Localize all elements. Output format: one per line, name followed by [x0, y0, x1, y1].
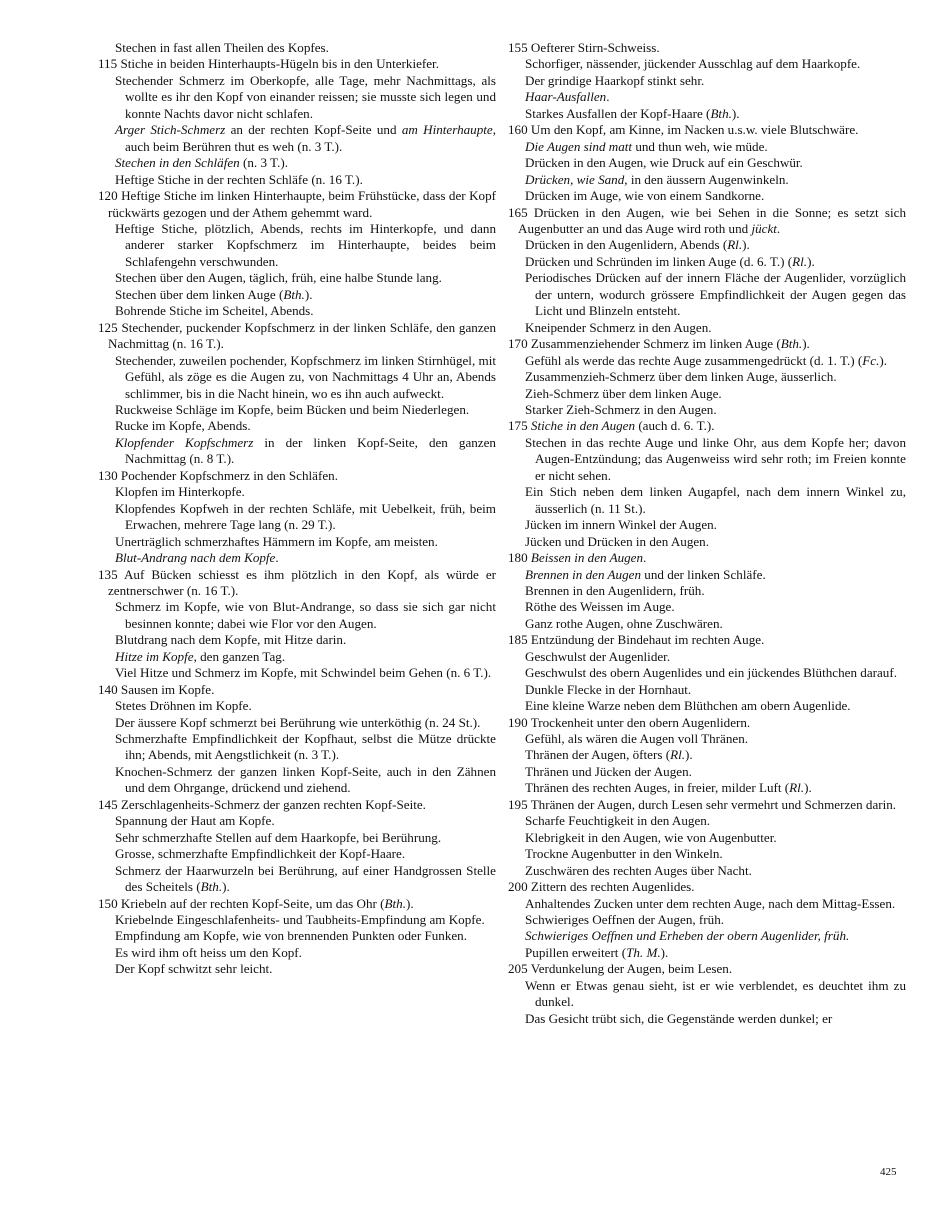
- entry-number: 140: [98, 681, 118, 697]
- entry-text: Thränen des rechten Auges, in freier, milder Luft (: [525, 780, 790, 796]
- entry-text: Das Gesicht trübt sich, die Gegenstände werden dunkel; er: [525, 1010, 833, 1026]
- entry-text: Stetes Dröhnen im Kopfe.: [115, 698, 252, 714]
- symptom-entry: [518, 928, 906, 944]
- symptom-entry: [518, 237, 906, 253]
- entry-text: Stechen in fast allen Theilen des Kopfes.: [115, 40, 329, 55]
- entry-text: Thränen und Jücken der Augen.: [525, 763, 692, 779]
- entry-text: Verdunkelung der Augen, beim Lesen.: [530, 961, 733, 977]
- entry-text: Drücken in den Augenlidern, Abends (: [525, 237, 728, 253]
- entry-text: ).: [804, 780, 812, 796]
- symptom-entry: [108, 550, 496, 566]
- entry-text: Stechen über dem linken Auge (: [115, 286, 284, 302]
- symptom-entry: [518, 863, 906, 879]
- symptom-entry: [518, 534, 906, 550]
- symptom-entry: [508, 40, 906, 56]
- entry-text: Sausen im Kopfe.: [120, 681, 215, 697]
- symptom-entry: [108, 928, 496, 944]
- symptom-entry: [518, 89, 906, 105]
- entry-text: Grosse, schmerzhafte Empfindlichkeit der Kopf-Haare.: [115, 846, 406, 862]
- entry-text: Ruckweise Schläge im Kopfe, beim Bücken und beim Niederlegen.: [115, 401, 470, 417]
- entry-text: Kriebelnde Eingeschlafenheits- und Taubheits-Empfindung am Kopfe.: [115, 912, 485, 928]
- entry-text: Jücken und Drücken in den Augen.: [525, 533, 709, 549]
- symptom-entry: [108, 435, 496, 468]
- symptom-entry: [518, 56, 906, 72]
- entry-text: Heftige Stiche in der rechten Schläfe (n. 16 T.).: [115, 171, 363, 187]
- entry-text: Bth.: [710, 105, 732, 121]
- entry-number: 165: [508, 204, 528, 220]
- symptom-entry: [108, 698, 496, 714]
- symptom-entry: [108, 534, 496, 550]
- symptom-entry: [508, 122, 906, 138]
- symptom-entry: [108, 846, 496, 862]
- symptom-entry: [108, 830, 496, 846]
- entry-text: Der grindige Haarkopf stinkt sehr.: [525, 72, 705, 88]
- entry-number: 115: [98, 56, 118, 72]
- entry-text: Der Kopf schwitzt sehr leicht.: [115, 961, 273, 977]
- entry-text: Hitze im Kopfe: [115, 648, 194, 664]
- entry-number: 200: [508, 879, 528, 895]
- entry-text: Oefterer Stirn-Schweiss.: [530, 40, 660, 55]
- symptom-entry: [518, 698, 906, 714]
- symptom-entry: [518, 649, 906, 665]
- entry-text: Um den Kopf, am Kinne, im Nacken u.s.w. viele Blutschwäre.: [530, 122, 859, 138]
- entry-text: Viel Hitze und Schmerz im Kopfe, mit Schwindel beim Gehen (n. 6 T.).: [115, 665, 492, 681]
- entry-text: Th. M.: [626, 944, 661, 960]
- entry-text: Blutdrang nach dem Kopfe, mit Hitze darin.: [115, 632, 347, 648]
- entry-text: Brennen in den Augen: [525, 566, 641, 582]
- entry-number: 120: [98, 188, 118, 204]
- entry-text: Starker Zieh-Schmerz in den Augen.: [525, 401, 717, 417]
- entry-text: Zerschlagenheits-Schmerz der ganzen rechten Kopf-Seite.: [120, 796, 426, 812]
- symptom-entry: [98, 796, 496, 813]
- entry-text: Drücken in den Augen, wie bei Sehen in die Sonne; es setzt sich Augenbutter an und das Auge wird roth und: [518, 204, 907, 236]
- symptom-entry: [518, 517, 906, 533]
- symptom-entry: [108, 418, 496, 434]
- entry-text: Röthe des Weissen im Auge.: [525, 599, 675, 615]
- symptom-entry: [108, 813, 496, 829]
- symptom-entry: [518, 369, 906, 385]
- entry-text: Gefühl als werde das rechte Auge zusammengedrückt (d. 1. T.) (: [525, 352, 863, 368]
- symptom-entry: [508, 336, 906, 352]
- symptom-entry: [518, 402, 906, 418]
- entry-text: Ein Stich neben dem linken Augapfel, nach dem innern Winkel zu, äusserlich (n. 11 St.).: [525, 484, 906, 516]
- symptom-entry: [98, 681, 496, 698]
- entry-text: Heftige Stiche, plötzlich, Abends, rechts im Hinterkopfe, und dann anderer starker Kopfschmerz im Hinterhaupte, beides beim Schlafengehn verschwunden.: [115, 220, 496, 269]
- symptom-entry: [108, 501, 496, 534]
- entry-text: Kriebeln auf der rechten Kopf-Seite, um das Ohr (: [120, 895, 385, 911]
- symptom-entry: [518, 106, 906, 122]
- entry-text: Dunkle Flecke in der Hornhaut.: [525, 681, 692, 697]
- symptom-entry: [508, 961, 906, 977]
- entry-text: Geschwulst des obern Augenlides und ein jückendes Blüthchen darauf.: [525, 665, 897, 681]
- entry-text: Klopfendes Kopfweh in der rechten Schläfe, mit Uebelkeit, früh, beim Erwachen, mehrere Tage lang (n. 29 T.).: [115, 500, 496, 533]
- entry-text: Rucke im Kopfe, Abends.: [115, 418, 251, 434]
- symptom-entry: [518, 780, 906, 796]
- symptom-entry: [518, 682, 906, 698]
- symptom-entry: [108, 665, 496, 681]
- symptom-entry: [108, 912, 496, 928]
- symptom-entry: [518, 813, 906, 829]
- entry-text: Drücken im Auge, wie von einem Sandkorne.: [525, 188, 765, 204]
- symptom-entry: [108, 715, 496, 731]
- entry-text: Thränen der Augen, öfters (: [525, 747, 671, 763]
- entry-text: Heftige Stiche im linken Hinterhaupte, beim Frühstücke, dass der Kopf rückwärts gezogen und der Athem gehemmt ward.: [108, 188, 496, 220]
- symptom-entry: [518, 484, 906, 517]
- entry-text: Kneipender Schmerz in den Augen.: [525, 319, 712, 335]
- entry-text: Knochen-Schmerz der ganzen linken Kopf-Seite, auch in den Zähnen und dem Ohrgange, drückend und ziehend.: [115, 763, 496, 796]
- symptom-entry: [108, 632, 496, 648]
- symptom-entry: [518, 764, 906, 780]
- left-column: [98, 40, 496, 978]
- entry-number: 150: [98, 895, 118, 911]
- entry-text: Wenn er Etwas genau sieht, ist er wie verblendet, es deuchtet ihm zu dunkel.: [525, 977, 906, 1010]
- entry-number: 170: [508, 336, 528, 352]
- symptom-entry: [508, 550, 906, 566]
- entry-text: in der linken Kopf-Seite, den ganzen Nachmittag (n. 8 T.).: [125, 434, 496, 467]
- entry-number: 135: [98, 566, 118, 582]
- symptom-entry: [518, 978, 906, 1011]
- symptom-entry: [518, 665, 906, 681]
- symptom-entry: [508, 632, 906, 648]
- entry-text: Klopfen im Hinterkopfe.: [115, 484, 245, 500]
- entry-number: 185: [508, 632, 528, 648]
- entry-text: ).: [807, 253, 815, 269]
- entry-text: Schmerz im Kopfe, wie von Blut-Andrange, so dass sie sich gar nicht besinnen konnte; dabei wie Flor vor den Augen.: [115, 599, 496, 631]
- entry-text: Sehr schmerzhafte Stellen auf dem Haarkopfe, bei Berührung.: [115, 829, 442, 845]
- page-number: 425: [880, 1166, 897, 1178]
- entry-text: Brennen in den Augenlidern, früh.: [525, 582, 705, 598]
- entry-text: Schmerzhafte Empfindlichkeit der Kopfhaut, selbst die Mütze drückte ihn; Abends, mit Aengstlichkeit (n. 3 T.).: [115, 731, 496, 763]
- symptom-entry: [518, 731, 906, 747]
- symptom-entry: [518, 846, 906, 862]
- entry-text: ).: [222, 879, 230, 895]
- symptom-entry: [508, 879, 906, 895]
- entry-text: Arger Stich-Schmerz: [115, 122, 226, 138]
- symptom-entry: [108, 155, 496, 171]
- symptom-entry: [518, 155, 906, 171]
- entry-text: Drücken in den Augen, wie Druck auf ein Geschwür.: [525, 155, 803, 171]
- symptom-entry: [108, 353, 496, 402]
- entry-text: Fc.: [862, 352, 880, 368]
- symptom-entry: [518, 254, 906, 270]
- symptom-entry: [508, 204, 907, 238]
- entry-text: Bohrende Stiche im Scheitel, Abends.: [115, 303, 314, 319]
- entry-text: Klebrigkeit in den Augen, wie von Augenbutter.: [525, 829, 777, 845]
- symptom-entry: [108, 122, 496, 155]
- entry-text: Pochender Kopfschmerz in den Schläfen.: [120, 467, 338, 483]
- entry-text: , den ganzen Tag.: [193, 648, 286, 664]
- entry-text: Zusammenzieh-Schmerz über dem linken Auge, äusserlich.: [525, 369, 837, 385]
- symptom-entry: [508, 714, 906, 731]
- entry-text: Schwieriges Oeffnen und Erheben der obern Augenlider, früh.: [525, 928, 850, 944]
- symptom-entry: [518, 1011, 906, 1027]
- entry-text: Rl.: [792, 253, 808, 269]
- entry-text: Beissen in den Augen: [530, 550, 644, 566]
- symptom-entry: [518, 188, 906, 204]
- entry-text: Stiche in beiden Hinterhaupts-Hügeln bis in den Unterkiefer.: [120, 56, 439, 72]
- entry-text: Eine kleine Warze neben dem Blüthchen am obern Augenlide.: [525, 698, 851, 714]
- entry-text: an der rechten Kopf-Seite und: [225, 122, 402, 138]
- symptom-entry: [518, 616, 906, 632]
- entry-text: (n. 3 T.).: [239, 155, 288, 171]
- entry-text: Bth.: [780, 336, 803, 352]
- entry-text: Bth.: [200, 879, 223, 895]
- entry-text: ).: [304, 286, 313, 302]
- symptom-entry: [518, 583, 906, 599]
- symptom-entry: [98, 56, 496, 72]
- symptom-entry: [518, 945, 906, 961]
- entry-text: Unerträglich schmerzhaftes Hämmern im Kopfe, am meisten.: [115, 533, 438, 549]
- entry-text: ).: [731, 105, 740, 121]
- entry-text: Geschwulst der Augenlider.: [525, 648, 671, 664]
- entry-text: Stechen über den Augen, täglich, früh, eine halbe Stunde lang.: [115, 270, 442, 286]
- entry-text: Klopfender Kopfschmerz: [115, 434, 254, 450]
- entry-text: Zittern des rechten Augenlides.: [530, 879, 695, 895]
- entry-text: Rl.: [727, 237, 743, 253]
- entry-text: Auf Bücken schiesst es ihm plötzlich in den Kopf, als würde er zentnerschwer (n. 16 T.).: [108, 566, 496, 598]
- entry-text: Drücken und Schründen im linken Auge (d. 6. T.) (: [525, 253, 793, 269]
- symptom-entry: [518, 567, 906, 583]
- symptom-entry: [108, 731, 496, 764]
- entry-text: Periodisches Drücken auf der innern Fläche der Augenlider, vorzüglich der untern, wodurch grössere Empfindlichkeit der Augen gegen das Licht und Blinzeln entsteht.: [525, 270, 906, 319]
- entry-text: Rl.: [670, 747, 685, 763]
- symptom-entry: [508, 418, 906, 434]
- entry-number: 145: [98, 796, 118, 812]
- entry-text: Empfindung am Kopfe, wie von brennenden Punkten oder Funken.: [115, 928, 468, 944]
- symptom-entry: [108, 303, 496, 319]
- symptom-entry: [508, 796, 906, 813]
- entry-text: Spannung der Haut am Kopfe.: [115, 813, 275, 829]
- entry-text: ).: [660, 944, 669, 960]
- entry-number: 160: [508, 122, 528, 138]
- symptom-entry: [518, 353, 906, 369]
- entry-text: Entzündung der Bindehaut im rechten Auge.: [530, 632, 765, 648]
- entry-text: Blut-Andrang nach dem Kopfe: [115, 550, 276, 566]
- entry-text: Zieh-Schmerz über dem linken Auge.: [525, 385, 722, 401]
- entry-text: Thränen der Augen, durch Lesen sehr vermehrt und Schmerzen darin.: [530, 796, 897, 812]
- entry-text: Bth.: [384, 895, 406, 911]
- symptom-entry: [108, 270, 496, 286]
- symptom-entry: [518, 320, 906, 336]
- entry-text: Trockne Augenbutter in den Winkeln.: [525, 846, 723, 862]
- entry-text: ).: [742, 237, 750, 253]
- symptom-entry: [518, 172, 906, 188]
- entry-text: Schmerz der Haarwurzeln bei Berührung, auf einer Handgrossen Stelle des Scheitels (: [115, 862, 496, 895]
- entry-text: Es wird ihm oft heiss um den Kopf.: [115, 944, 302, 960]
- symptom-entry: [108, 484, 496, 500]
- entry-text: Haar-Ausfallen: [525, 89, 607, 105]
- entry-text: ).: [879, 352, 888, 368]
- symptom-entry: [108, 402, 496, 418]
- symptom-entry: [518, 73, 906, 89]
- entry-text: Ganz rothe Augen, ohne Zuschwären.: [525, 615, 723, 631]
- symptom-entry: [518, 386, 906, 402]
- entry-text: Schwieriges Oeffnen der Augen, früh.: [525, 912, 725, 928]
- symptom-entry: [98, 467, 496, 484]
- symptom-entry: [518, 139, 906, 155]
- symptom-entry: [518, 599, 906, 615]
- entry-text: Rl.: [789, 780, 805, 796]
- entry-text: Zusammenziehender Schmerz im linken Auge (: [530, 336, 781, 352]
- entry-number: 155: [508, 40, 528, 55]
- entry-text: Stiche in den Augen: [530, 418, 636, 434]
- symptom-entry: [108, 945, 496, 961]
- entry-text: Scharfe Feuchtigkeit in den Augen.: [525, 813, 711, 829]
- entry-text: ).: [406, 895, 414, 911]
- entry-text: Trockenheit unter den obern Augenlidern.: [530, 714, 751, 730]
- entry-text: Drücken, wie Sand: [525, 171, 625, 187]
- entry-text: Pupillen erweitert (: [525, 944, 627, 960]
- symptom-entry: [518, 912, 906, 928]
- entry-text: .: [776, 220, 781, 236]
- entry-number: 125: [98, 319, 118, 335]
- symptom-entry: [108, 961, 496, 977]
- entry-text: , auch beim Berühren thut es weh (n. 3 T.).: [125, 122, 496, 154]
- entry-text: Stechender, puckender Kopfschmerz in der linken Schläfe, den ganzen Nachmittag (n. 16 T.).: [108, 319, 496, 352]
- symptom-entry: [98, 895, 496, 912]
- entry-text: Stechender, zuweilen pochender, Kopfschmerz im linken Stirnhügel, mit Gefühl, als zöge es die Augen zu, von Nachmittags 4 Uhr an, Abends schlimmer, bis in die Nacht hinein, wo es ihn auch aufweckt.: [115, 352, 496, 401]
- entry-text: jückt: [751, 220, 777, 236]
- symptom-entry: [108, 599, 496, 632]
- entry-text: .: [275, 550, 279, 566]
- symptom-entry: [108, 764, 496, 797]
- entry-text: Schorfiger, nässender, jückender Ausschlag auf dem Haarkopfe.: [525, 56, 861, 72]
- entry-number: 205: [508, 961, 528, 977]
- entry-text: Gefühl, als wären die Augen voll Thränen.: [525, 731, 749, 747]
- entry-text: (auch d. 6. T.).: [635, 418, 715, 434]
- symptom-entry: [108, 863, 496, 896]
- entry-text: Jücken im innern Winkel der Augen.: [525, 517, 717, 533]
- entry-number: 180: [508, 550, 528, 566]
- entry-text: Starkes Ausfallen der Kopf-Haare (: [525, 105, 711, 121]
- entry-text: und thun weh, wie müde.: [632, 138, 768, 154]
- symptom-entry: [518, 830, 906, 846]
- entry-text: Der äussere Kopf schmerzt bei Berührung wie unterköthig (n. 24 St.).: [115, 714, 481, 730]
- entry-number: 175: [508, 418, 528, 434]
- symptom-entry: [108, 172, 496, 188]
- entry-number: 130: [98, 467, 118, 483]
- entry-text: Stechen in den Schläfen: [115, 155, 240, 171]
- right-column: [508, 40, 907, 1027]
- symptom-entry: [98, 566, 496, 600]
- symptom-entry: [518, 270, 906, 319]
- symptom-entry: [518, 747, 906, 763]
- symptom-entry: [518, 896, 906, 912]
- entry-text: Stechender Schmerz im Oberkopfe, alle Tage, mehr Nachmittags, als wollte es ihr den Kopf von einander reissen; sie musste sich legen und konnte Nachts davor nicht schlafen.: [115, 72, 496, 121]
- symptom-entry: [108, 40, 496, 56]
- entry-text: ).: [685, 747, 693, 763]
- entry-text: am Hinterhaupte: [401, 122, 493, 138]
- symptom-entry: [98, 319, 496, 353]
- symptom-entry: [108, 287, 496, 303]
- symptom-entry: [108, 221, 496, 270]
- entry-text: .: [643, 550, 647, 566]
- entry-number: 195: [508, 796, 528, 812]
- entry-text: Zuschwären des rechten Auges über Nacht.: [525, 862, 752, 878]
- entry-text: ).: [802, 336, 810, 352]
- entry-text: und der linken Schläfe.: [641, 566, 766, 582]
- symptom-entry: [518, 435, 906, 484]
- entry-text: Die Augen sind matt: [525, 138, 633, 154]
- entry-text: Stechen in das rechte Auge und linke Ohr, aus dem Kopfe her; davon Augen-Entzündung; das Augenweiss wird sehr roth; im Freien konnte er nicht sehen.: [525, 434, 906, 483]
- symptom-entry: [98, 188, 496, 221]
- entry-number: 190: [508, 714, 528, 730]
- entry-text: Anhaltendes Zucken unter dem rechten Auge, nach dem Mittag-Essen.: [525, 895, 896, 911]
- entry-text: , in den äussern Augenwinkeln.: [624, 171, 789, 187]
- symptom-entry: [108, 649, 496, 665]
- entry-text: Bth.: [283, 286, 305, 302]
- entry-text: .: [606, 89, 610, 105]
- symptom-entry: [108, 73, 496, 122]
